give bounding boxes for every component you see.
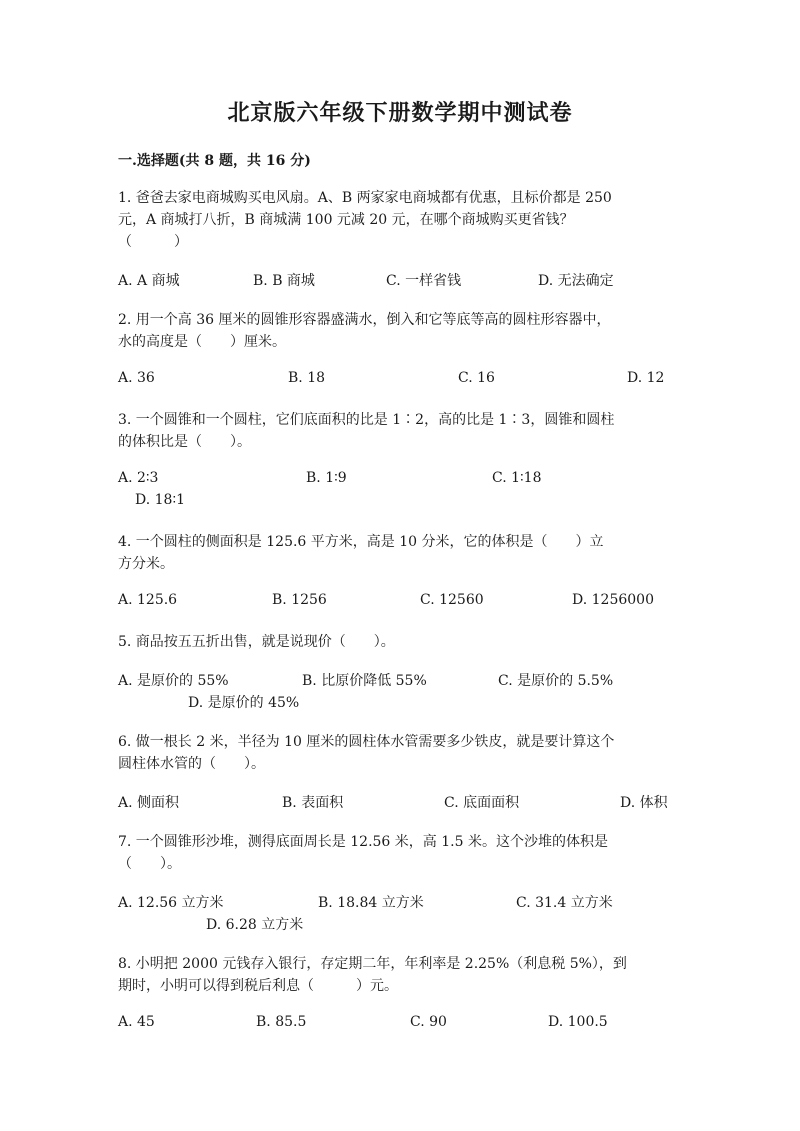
page-title: 北京版六年级下册数学期中测试卷 — [227, 100, 573, 126]
q3-option-b: B. 1∶9 — [306, 470, 347, 486]
q7-option-c: C. 31.4 立方米 — [516, 895, 613, 911]
question-text-line: 期时，小明可以得到税后利息（ ）元。 — [118, 978, 398, 994]
q4-option-a: A. 125.6 — [118, 592, 178, 608]
q8-option-b: B. 85.5 — [256, 1014, 307, 1030]
q4-option-d: D. 1256000 — [572, 592, 654, 608]
q4-option-c: C. 12560 — [420, 592, 484, 608]
question-text-line: 元，A 商城打八折，B 商城满 100 元减 20 元，在哪个商城购买更省钱？ — [118, 212, 574, 228]
question-text-line: 5. 商品按五五折出售，就是说现价（ ）。 — [118, 634, 395, 650]
question-text-line: 7. 一个圆锥形沙堆，测得底面周长是 12.56 米，高 1.5 米。这个沙堆的体积是 — [118, 834, 608, 850]
q2-option-c: C. 16 — [458, 370, 495, 386]
q1-option-c: C. 一样省钱 — [386, 273, 462, 289]
question-text-line: （ ）。 — [118, 856, 181, 872]
question-text-line: （ ） — [118, 234, 188, 250]
q1-option-b: B. B 商城 — [253, 273, 315, 289]
q5-option-b: B. 比原价降低 55% — [302, 673, 427, 689]
question-text-line: 6. 做一根长 2 米，半径为 10 厘米的圆柱体水管需要多少铁皮，就是要计算这个 — [118, 734, 615, 750]
q3-option-c: C. 1∶18 — [492, 470, 542, 486]
q8-option-a: A. 45 — [118, 1014, 155, 1030]
q5-option-d: D. 是原价的 45% — [188, 695, 300, 711]
q8-option-d: D. 100.5 — [548, 1014, 608, 1030]
q8-option-c: C. 90 — [410, 1014, 447, 1030]
q2-option-b: B. 18 — [288, 370, 326, 386]
question-2 — [118, 309, 684, 353]
question-3 — [118, 409, 684, 453]
q2-option-d: D. 12 — [627, 370, 665, 386]
question-text-line: 方分米。 — [118, 556, 174, 572]
q5-option-c: C. 是原价的 5.5% — [498, 673, 614, 689]
question-1 — [118, 187, 684, 253]
q3-option-a: A. 2∶3 — [118, 470, 159, 486]
q6-option-d: D. 体积 — [620, 795, 668, 811]
q3-option-d: D. 18∶1 — [135, 492, 185, 508]
section-heading: 一.选择题(共 8 题，共 16 分) — [118, 153, 311, 169]
q6-option-a: A. 侧面积 — [118, 795, 180, 811]
q6-option-c: C. 底面面积 — [444, 795, 520, 811]
question-5 — [118, 631, 684, 653]
question-text-line: 水的高度是（ ）厘米。 — [118, 334, 286, 350]
question-text-line: 4. 一个圆柱的侧面积是 125.6 平方米，高是 10 分米，它的体积是（ ）立 — [118, 534, 604, 550]
q1-option-d: D. 无法确定 — [538, 273, 614, 289]
q2-option-a: A. 36 — [118, 370, 155, 386]
question-6 — [118, 731, 684, 775]
question-8 — [118, 953, 684, 997]
question-7 — [118, 831, 684, 875]
q4-option-b: B. 1256 — [272, 592, 327, 608]
question-text-line: 1. 爸爸去家电商城购买电风扇。A、B 两家家电商城都有优惠，且标价都是 250 — [118, 190, 612, 206]
question-text-line: 8. 小明把 2000 元钱存入银行，存定期二年，年利率是 2.25%（利息税 5%），到 — [118, 956, 627, 972]
question-text-line: 的体积比是（ ）。 — [118, 434, 251, 450]
question-text-line: 2. 用一个高 36 厘米的圆锥形容器盛满水，倒入和它等底等高的圆柱形容器中， — [118, 312, 611, 328]
q7-option-d: D. 6.28 立方米 — [206, 917, 304, 933]
q1-option-a: A. A 商城 — [118, 273, 180, 289]
q7-option-b: B. 18.84 立方米 — [318, 895, 424, 911]
q7-option-a: A. 12.56 立方米 — [118, 895, 224, 911]
question-text-line: 3. 一个圆锥和一个圆柱，它们底面积的比是 1∶2，高的比是 1∶3，圆锥和圆柱 — [118, 412, 615, 428]
question-4 — [118, 531, 684, 575]
q5-option-a: A. 是原价的 55% — [118, 673, 229, 689]
q6-option-b: B. 表面积 — [282, 795, 344, 811]
question-text-line: 圆柱体水管的（ ）。 — [118, 756, 265, 772]
